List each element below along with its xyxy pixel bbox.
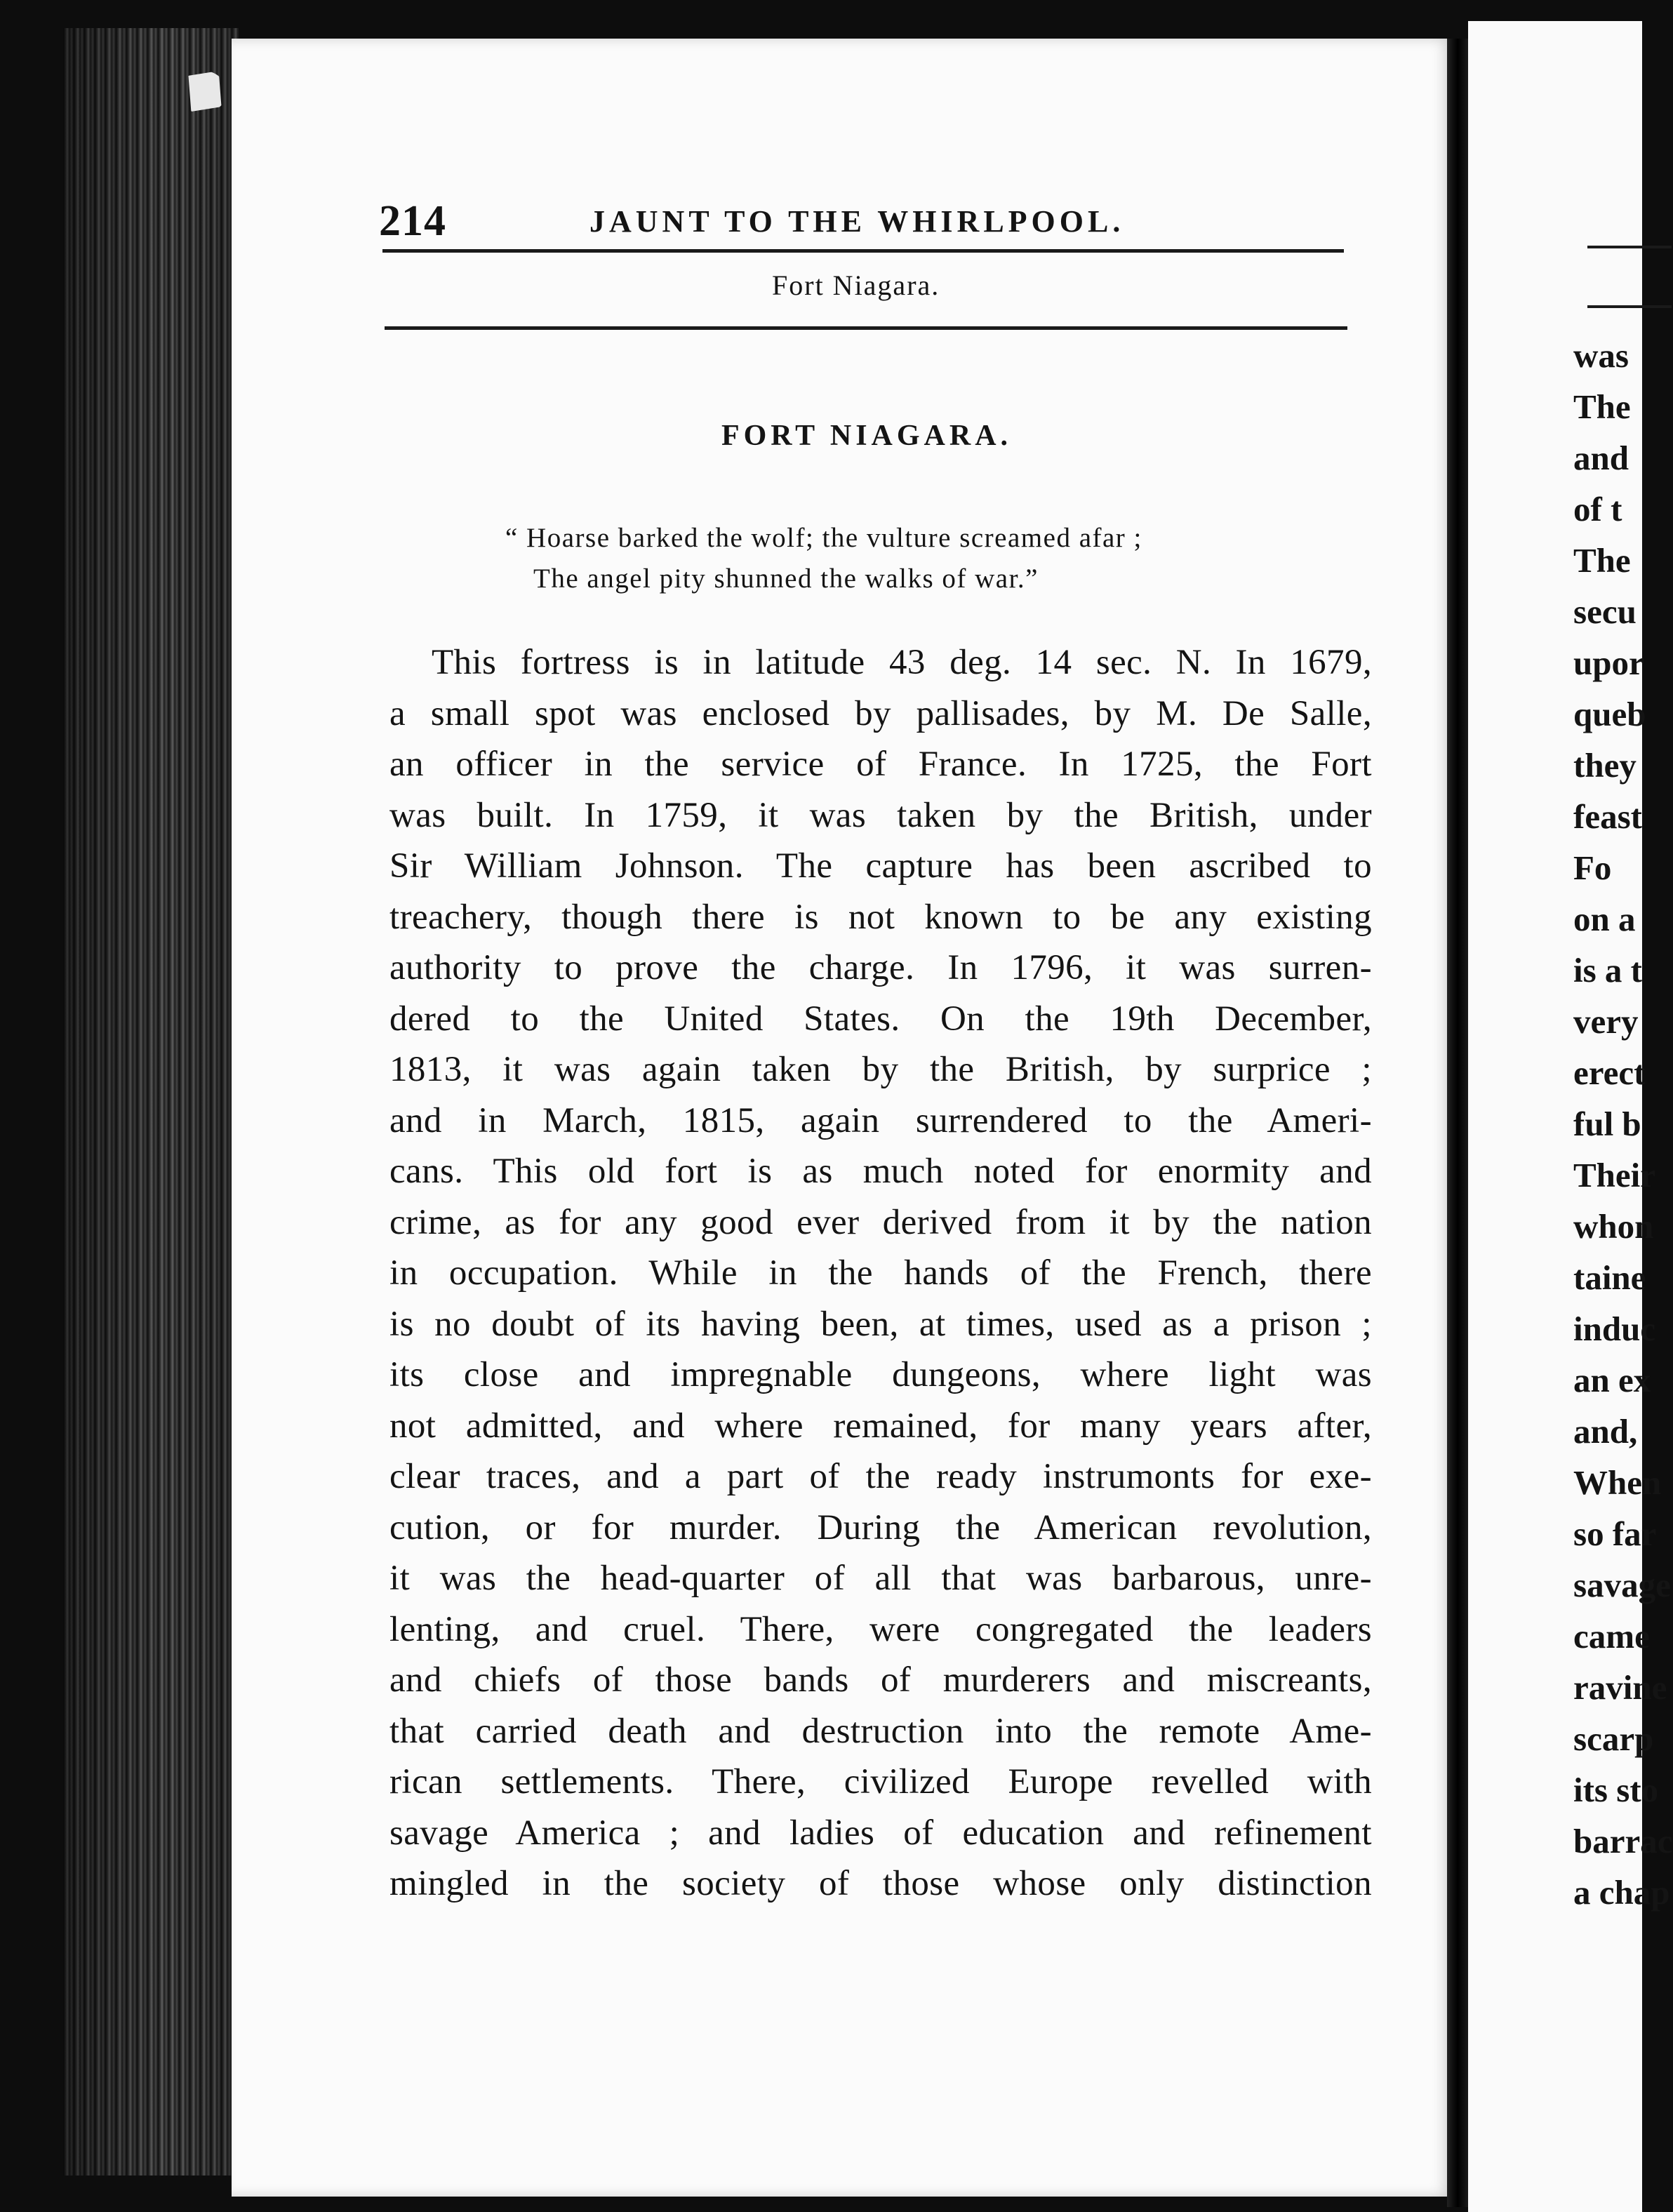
facing-page-line: was xyxy=(1573,336,1629,375)
body-line: it was the head-quarter of all that was barbarous, unre- xyxy=(389,1559,1372,1598)
body-line: savage America ; and ladies of education and refinement xyxy=(389,1813,1372,1853)
facing-page-line: is a t xyxy=(1573,951,1642,990)
body-line: cans. This old fort is as much noted for enormity and xyxy=(389,1152,1372,1191)
page-number: 214 xyxy=(379,197,446,245)
facing-page-line: so far xyxy=(1573,1514,1657,1553)
facing-page-line: they xyxy=(1573,746,1637,785)
facing-page-line: and, xyxy=(1573,1412,1638,1451)
facing-page-line: came xyxy=(1573,1617,1650,1655)
body-line: crime, as for any good ever derived from it by the nation xyxy=(389,1202,1372,1242)
facing-page-line: whon xyxy=(1573,1207,1654,1246)
body-line: is no doubt of its having been, at times, used as a prison ; xyxy=(389,1304,1372,1344)
body-line: rican settlements. There, civilized Europe revelled with xyxy=(389,1762,1372,1801)
body-line: clear traces, and a part of the ready instrumonts for exe- xyxy=(389,1457,1372,1496)
right-page-rule xyxy=(1587,305,1672,308)
body-line: that carried death and destruction into the remote Ame- xyxy=(389,1711,1372,1751)
facing-page-line: ravine xyxy=(1573,1668,1667,1707)
running-title: JAUNT TO THE WHIRLPOOL. xyxy=(589,204,1125,239)
facing-page-line: erect xyxy=(1573,1053,1646,1092)
facing-page-line: The xyxy=(1573,387,1631,426)
right-page-rule xyxy=(1587,246,1672,248)
body-line: 1813, it was again taken by the British, by surprice ; xyxy=(389,1050,1372,1089)
body-line: a small spot was enclosed by pallisades, by M. De Salle, xyxy=(389,693,1372,733)
body-line: lenting, and cruel. There, were congregated the leaders xyxy=(389,1609,1372,1649)
body-line: This fortress is in latitude 43 deg. 14 sec. N. In 1679, xyxy=(432,643,1372,682)
facing-page-text xyxy=(1573,330,1672,1918)
epigraph-line: “ Hoarse barked the wolf; the vulture screamed afar ; xyxy=(505,523,1142,553)
facing-page-line: queb xyxy=(1573,695,1646,733)
facing-page-line: barrac xyxy=(1573,1822,1673,1860)
running-head xyxy=(379,196,1361,253)
facing-page-line: on a xyxy=(1573,900,1636,938)
facing-page-line: When xyxy=(1573,1463,1662,1502)
facing-page-line: an ex xyxy=(1573,1361,1651,1399)
facing-page-line: savage xyxy=(1573,1566,1671,1604)
epigraph xyxy=(505,518,1347,599)
body-text xyxy=(389,637,1372,1910)
facing-page-line: Their xyxy=(1573,1156,1656,1194)
body-line: cution, or for murder. During the American revolution, xyxy=(389,1507,1372,1547)
body-line: an officer in the service of France. In 1725, the Fort xyxy=(389,745,1372,784)
facing-page-line: of t xyxy=(1573,490,1622,528)
facing-page-line: very xyxy=(1573,1002,1639,1041)
chapter-title-row xyxy=(0,419,1642,453)
body-line: not admitted, and where remained, for many years after, xyxy=(389,1406,1372,1446)
facing-page-line: Fo xyxy=(1573,848,1612,887)
body-line: authority to prove the charge. In 1796, it was surren- xyxy=(389,948,1372,987)
body-line: mingled in the society of those whose only distinction xyxy=(389,1864,1372,1903)
body-line: Sir William Johnson. The capture has been ascribed to xyxy=(389,846,1372,886)
header-rule-top xyxy=(382,249,1344,253)
facing-page-line: induc xyxy=(1573,1310,1656,1348)
body-line: its close and impregnable dungeons, where light was xyxy=(389,1355,1372,1394)
chapter-title: FORT NIAGARA. xyxy=(721,420,1013,452)
facing-page-line: ful b xyxy=(1573,1105,1641,1143)
facing-page-line: scarp xyxy=(1573,1719,1654,1758)
facing-page-line: feast xyxy=(1573,797,1642,836)
facing-page-line: The xyxy=(1573,541,1631,580)
header-rule-bottom xyxy=(385,326,1347,330)
epigraph-line: The angel pity shunned the walks of war.” xyxy=(533,564,1039,594)
body-line: and in March, 1815, again surrendered to the Ameri- xyxy=(389,1100,1372,1140)
facing-page-line: a chap xyxy=(1573,1873,1670,1912)
book-gutter xyxy=(1447,39,1468,2207)
facing-page-line: taine xyxy=(1573,1258,1646,1297)
right-page-fragment xyxy=(1468,21,1673,2212)
facing-page-line: secu xyxy=(1573,592,1637,631)
body-line: was built. In 1759, it was taken by the British, under xyxy=(389,795,1372,835)
facing-page-line: and xyxy=(1573,439,1629,477)
facing-page-line: upor xyxy=(1573,644,1644,682)
section-subtitle: Fort Niagara. xyxy=(772,269,940,301)
facing-page-line: its sto xyxy=(1573,1771,1659,1809)
body-line: and chiefs of those bands of murderers and miscreants, xyxy=(389,1660,1372,1700)
body-line: treachery, though there is not known to be any existing xyxy=(389,897,1372,937)
body-line: dered to the United States. On the 19th December, xyxy=(389,999,1372,1039)
body-line: in occupation. While in the hands of the French, there xyxy=(389,1253,1372,1293)
